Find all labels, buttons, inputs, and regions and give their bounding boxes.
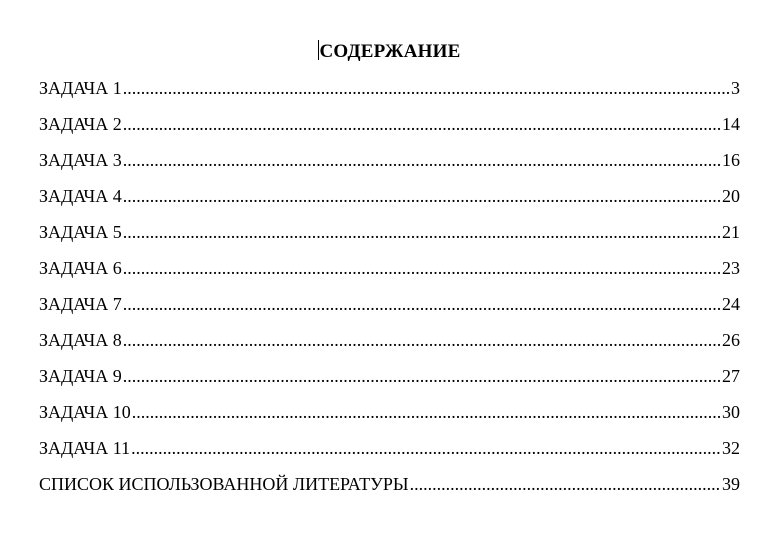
toc-entry-label: ЗАДАЧА 10 <box>39 402 131 422</box>
toc-page-number: 26 <box>722 330 740 350</box>
toc-dot-leader <box>123 76 730 100</box>
toc-entry[interactable] <box>39 472 740 508</box>
toc-entry[interactable] <box>39 148 740 184</box>
toc-entry[interactable] <box>39 184 740 220</box>
toc-dot-leader <box>123 148 721 172</box>
toc-entry-label: ЗАДАЧА 7 <box>39 294 122 314</box>
toc-entry-label: ЗАДАЧА 5 <box>39 222 122 242</box>
toc-page-number: 14 <box>722 114 740 134</box>
toc-page-number: 3 <box>731 78 740 98</box>
toc-dot-leader <box>123 184 721 208</box>
toc-page-number: 20 <box>722 186 740 206</box>
toc-dot-leader <box>131 436 721 460</box>
toc-page-number: 32 <box>722 438 740 458</box>
toc-entry[interactable] <box>39 256 740 292</box>
toc-dot-leader <box>123 112 721 136</box>
toc-entry[interactable] <box>39 436 740 472</box>
toc-page-number: 24 <box>722 294 740 314</box>
toc-dot-leader <box>132 400 721 424</box>
toc-heading <box>0 40 778 64</box>
toc-entry-label: ЗАДАЧА 2 <box>39 114 122 134</box>
toc-dot-leader <box>123 292 721 316</box>
toc-page-number: 39 <box>722 474 740 494</box>
toc-entry-label: ЗАДАЧА 11 <box>39 438 131 458</box>
toc-entry[interactable] <box>39 292 740 328</box>
toc-entry[interactable] <box>39 220 740 256</box>
toc-page-number: 27 <box>722 366 740 386</box>
toc-entry[interactable] <box>39 112 740 148</box>
toc-page-number: 30 <box>722 402 740 422</box>
toc-entry[interactable] <box>39 400 740 436</box>
toc-dot-leader <box>123 220 721 244</box>
toc-title-text: СОДЕРЖАНИЕ <box>319 41 461 62</box>
toc-page-number: 16 <box>722 150 740 170</box>
toc-dot-leader <box>123 256 721 280</box>
toc-dot-leader <box>123 364 721 388</box>
toc-entry-label: ЗАДАЧА 4 <box>39 186 122 206</box>
table-of-contents <box>39 76 740 508</box>
toc-dot-leader <box>123 328 721 352</box>
toc-entry-label: ЗАДАЧА 3 <box>39 150 122 170</box>
toc-page-number: 23 <box>722 258 740 278</box>
toc-entry-label: ЗАДАЧА 8 <box>39 330 122 350</box>
toc-entry[interactable] <box>39 76 740 112</box>
toc-entry-label: ЗАДАЧА 9 <box>39 366 122 386</box>
toc-entry-label: ЗАДАЧА 1 <box>39 78 122 98</box>
toc-dot-leader <box>410 472 721 496</box>
toc-entry-label: СПИСОК ИСПОЛЬЗОВАННОЙ ЛИТЕРАТУРЫ <box>39 474 409 494</box>
toc-entry-label: ЗАДАЧА 6 <box>39 258 122 278</box>
toc-entry[interactable] <box>39 328 740 364</box>
toc-page-number: 21 <box>722 222 740 242</box>
text-cursor <box>318 40 319 60</box>
toc-entry[interactable] <box>39 364 740 400</box>
